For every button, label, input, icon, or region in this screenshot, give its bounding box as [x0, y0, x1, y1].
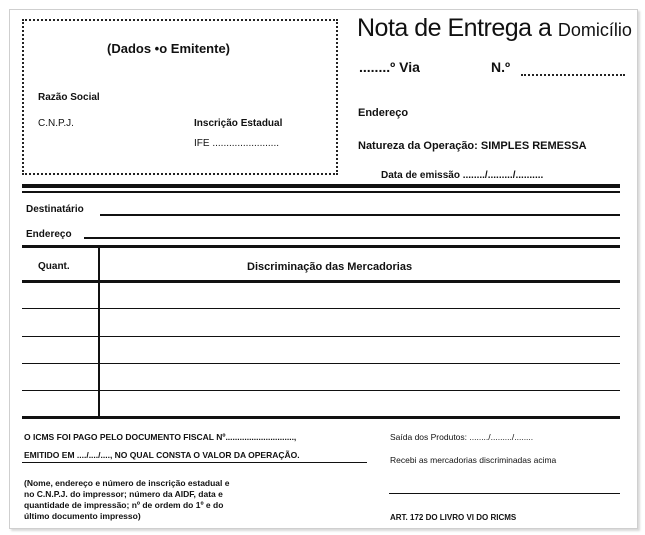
destinatario-line	[100, 214, 620, 216]
cnpj-label: C.N.P.J.	[38, 118, 74, 129]
signature-line	[389, 493, 620, 494]
inscricao-estadual-label: Inscrição Estadual	[194, 118, 283, 129]
impressor-line-4: último documento impresso)	[24, 511, 141, 521]
icms-line: O ICMS FOI PAGO PELO DOCUMENTO FISCAL Nº.............................,	[24, 432, 297, 442]
numero-label: N.º	[491, 59, 511, 75]
via-blank: ........	[359, 59, 391, 75]
natureza-operacao: Natureza da Operação: SIMPLES REMESSA	[358, 140, 587, 152]
ife-field: IFE ........................	[194, 138, 280, 149]
endereco-destinatario-label: Endereço	[26, 229, 72, 240]
art-ricms: ART. 172 DO LIVRO VI DO RICMS	[390, 513, 517, 522]
emitido-line: EMITIDO EM ..../..../...., NO QUAL CONSTA O VALOR DA OPERAÇÃO.	[24, 450, 300, 460]
table-row	[22, 390, 620, 391]
endereco-destinatario-line	[84, 237, 620, 239]
table-header-desc: Discriminação das Mercadorias	[247, 261, 413, 273]
emitente-title: (Dados •o Emitente)	[107, 41, 231, 56]
endereco-emitente-label: Endereço	[358, 107, 409, 119]
data-emissao: Data de emissão ......../........./..........	[381, 170, 544, 181]
recebi-mercadorias: Recebi as mercadorias discriminadas acima	[390, 455, 557, 465]
table-row	[22, 336, 620, 337]
separator-top-1	[22, 184, 620, 188]
razao-social-label: Razão Social	[38, 92, 100, 103]
table-row	[22, 363, 620, 364]
emitido-underline	[22, 462, 367, 463]
table-header-quant: Quant.	[38, 261, 70, 272]
table-row	[22, 308, 620, 309]
impressor-line-2: no C.N.P.J. do impressor; número da AIDF, data e	[24, 489, 223, 499]
document-title	[357, 14, 632, 43]
title-main: Nota de Entrega a	[357, 14, 558, 42]
separator-top-2	[22, 191, 620, 193]
via-field	[359, 59, 420, 75]
destinatario-label: Destinatário	[26, 204, 84, 215]
table-bottom-border	[22, 416, 620, 419]
title-end: Domicílio	[557, 20, 632, 40]
numero-blank	[521, 74, 625, 76]
via-label: º Via	[390, 59, 420, 75]
table-column-divider	[98, 248, 100, 418]
table-top-border	[22, 245, 620, 248]
impressor-line-1: (Nome, endereço e número de inscrição estadual e	[24, 478, 230, 488]
table-header-border	[22, 280, 620, 283]
saida-produtos: Saída dos Produtos: ......../........./........	[390, 432, 534, 442]
impressor-line-3: quantidade de impressão; nº de ordem do 1º e do	[24, 500, 224, 510]
